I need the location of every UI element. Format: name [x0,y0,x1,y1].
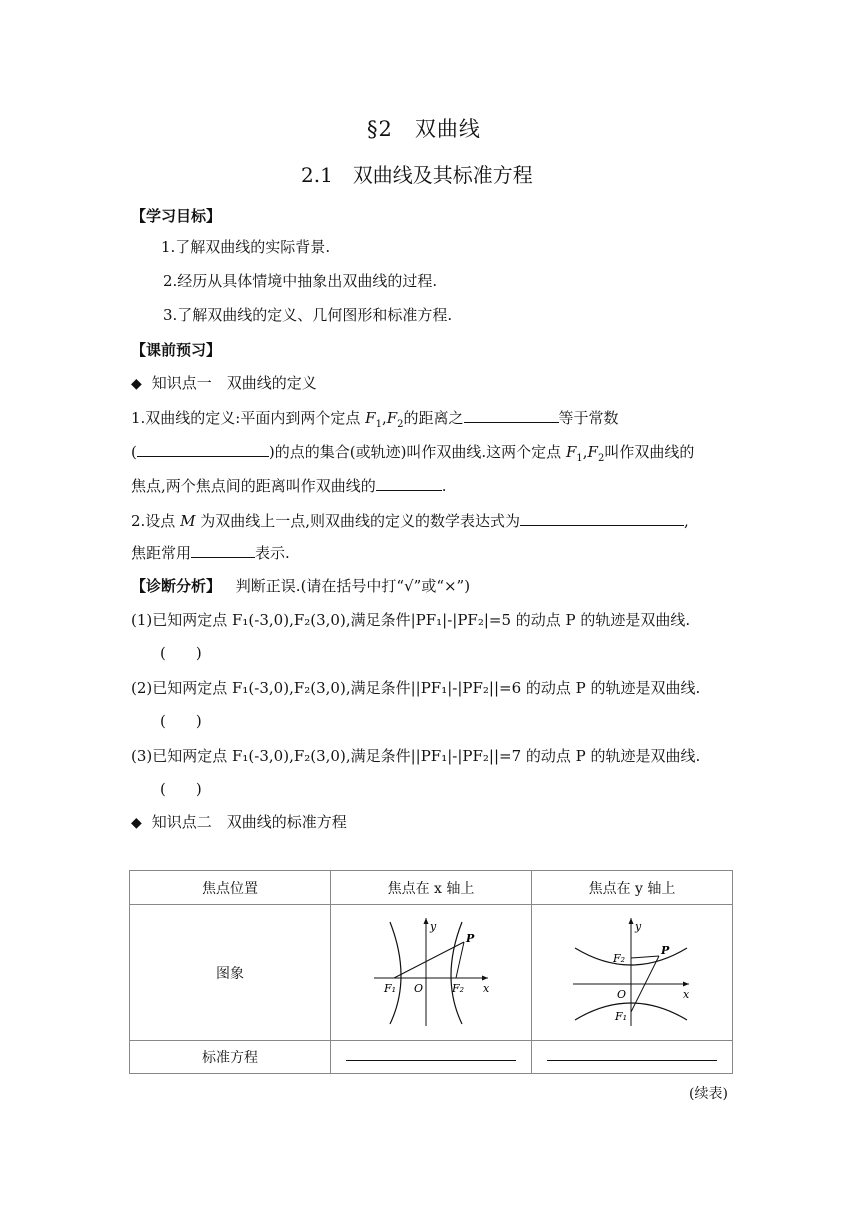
definition-line-2: ( )的点的集合(或轨迹)叫作双曲线.这两个定点 $F_1,F_2$叫作双曲线的 [131,440,694,464]
text: 焦距常用 [131,544,192,562]
definition-line-4 [131,509,689,531]
text: 表示. [255,544,290,562]
x-label: x [483,981,490,995]
goal-item-2: 2.经历从具体情境中抽象出双曲线的过程. [163,272,438,290]
segment-pf1 [394,942,464,978]
text: 等于常数 [558,409,619,427]
point-p-label: P [466,931,475,945]
knowledge-point-1-heading [131,372,317,393]
fill-blank-focal-distance[interactable] [376,474,442,491]
text: 1.双曲线的定义:平面内到两个定点 [131,409,361,427]
y-axis-arrow-icon [629,918,634,924]
f1-label: F₁ [615,1009,628,1023]
header-focus-x-axis: 焦点在 x 轴上 [331,871,532,905]
y-axis-arrow-icon [424,918,429,924]
text: 叫作双曲线的 [604,443,695,461]
fill-blank-line[interactable] [346,1058,516,1061]
diamond-bullet-icon: ◆ [131,815,142,831]
graph-y-axis-hyperbola [532,905,733,1041]
y-label: y [430,919,437,933]
equation-blank-x[interactable] [331,1041,532,1074]
fill-blank-difference[interactable] [464,406,559,423]
right-branch [451,922,465,1024]
equation-blank-y[interactable] [532,1041,733,1074]
y-label: y [635,919,642,933]
standard-equation-table [129,870,733,1074]
fill-blank-expression[interactable] [520,509,684,526]
table-header-row [130,871,733,905]
equation-row-label: 标准方程 [130,1041,331,1074]
preview-header: 【课前预习】 [131,341,222,359]
diagnosis-instruction: 判断正误.(请在括号中打“√”或“×”) [235,577,471,595]
f2-label: F₂ [613,951,626,965]
definition-line-3 [131,474,447,496]
fill-blank-focal-symbol[interactable] [191,541,255,558]
header-focus-position: 焦点位置 [130,871,331,905]
x-axis-arrow-icon [683,981,689,986]
goals-header: 【学习目标】 [131,207,222,225]
diagnosis-line [131,575,470,596]
continued-note: (续表) [689,1086,728,1102]
judgment-2-answer[interactable]: ( ) [160,712,202,730]
header-focus-y-axis: 焦点在 y 轴上 [532,871,733,905]
knowledge-point-1-title: 知识点一 双曲线的定义 [151,374,317,392]
knowledge-point-2-heading [131,811,347,832]
left-branch [390,922,401,1024]
diagnosis-header: 【诊断分析】 [131,577,222,595]
origin-label: O [617,987,627,1001]
segment-pf2 [631,956,659,958]
text: 为双曲线上一点,则双曲线的定义的数学表达式为 [200,512,521,530]
judgment-2: (2)已知两定点 F₁(-3,0),F₂(3,0),满足条件||PF₁|-|PF₂||=6 的动点 P 的轨迹是双曲线. [131,679,701,697]
fill-blank-constant-condition[interactable] [137,440,269,457]
x-axis-arrow-icon [482,975,488,980]
fill-blank-line[interactable] [547,1058,717,1061]
subsection-title: 2.1 双曲线及其标准方程 [301,163,533,187]
segment-pf2 [456,942,464,978]
f1-label: F₁ [384,981,397,995]
table-equation-row [130,1041,733,1074]
judgment-3-answer[interactable]: ( ) [160,780,202,798]
text: ( [131,443,137,461]
f2-label: F₂ [452,981,465,995]
section-title: §2 双曲线 [367,117,481,141]
diamond-bullet-icon: ◆ [131,376,142,392]
table-graph-row [130,905,733,1041]
hyperbola-y-graph [567,912,697,1030]
text: , [684,512,689,530]
text: . [441,477,447,495]
knowledge-point-2-title: 知识点二 双曲线的标准方程 [151,813,347,831]
definition-line-5 [131,541,290,563]
point-p-label: P [661,943,670,957]
text: )的点的集合(或轨迹)叫作双曲线.这两个定点 [268,443,562,461]
graph-x-axis-hyperbola [331,905,532,1041]
judgment-1: (1)已知两定点 F₁(-3,0),F₂(3,0),满足条件|PF₁|-|PF₂|=5 的动点 P 的轨迹是双曲线. [131,611,691,629]
text: 的距离之 [403,409,464,427]
point-m: M [180,512,196,530]
definition-line-1: 1.双曲线的定义:平面内到两个定点 $F_1,F_2$的距离之 等于常数 [131,406,619,430]
graph-row-label: 图象 [130,905,331,1041]
goal-item-3: 3.了解双曲线的定义、几何图形和标准方程. [163,306,453,324]
text: 焦点,两个焦点间的距离叫作双曲线的 [131,477,376,495]
hyperbola-x-graph [366,912,496,1030]
x-label: x [683,987,690,1001]
origin-label: O [414,981,424,995]
text: 2.设点 [131,512,176,530]
goal-item-1: 1.了解双曲线的实际背景. [161,238,331,256]
judgment-1-answer[interactable]: ( ) [160,644,202,662]
judgment-3: (3)已知两定点 F₁(-3,0),F₂(3,0),满足条件||PF₁|-|PF₂||=7 的动点 P 的轨迹是双曲线. [131,747,701,765]
